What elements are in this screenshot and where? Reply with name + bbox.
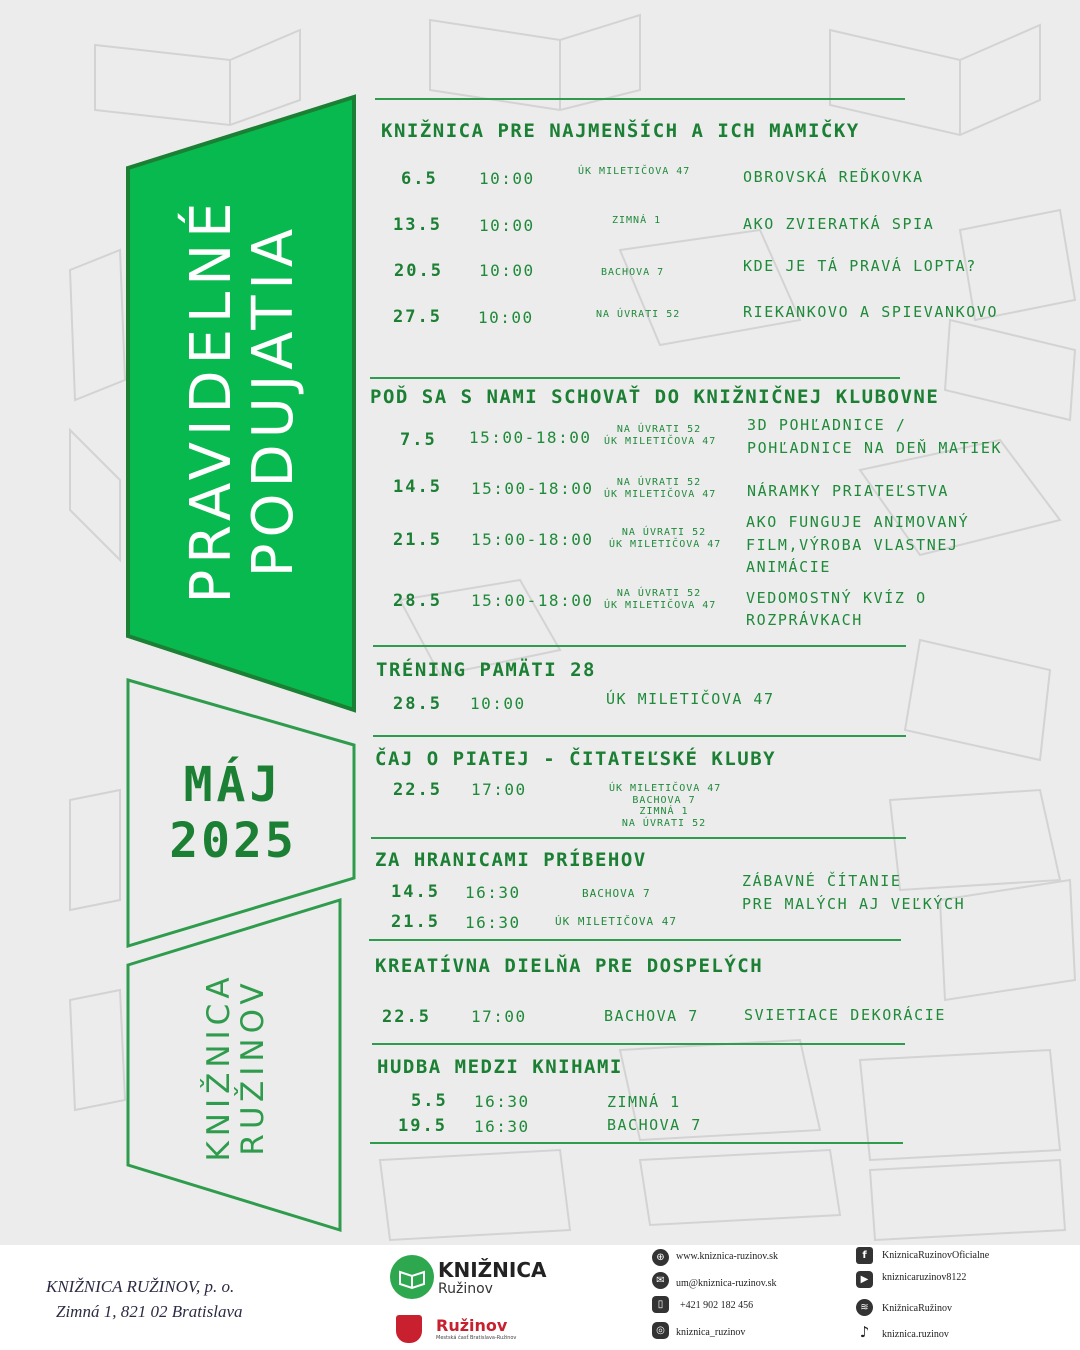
mail-icon: ✉ (652, 1272, 669, 1289)
event-date: 13.5 (393, 215, 442, 235)
youtube-icon: ▶ (856, 1271, 873, 1288)
section-divider (373, 735, 906, 737)
instagram-link[interactable]: kniznica_ruzinov (676, 1327, 746, 1338)
section-divider (375, 98, 905, 100)
event-date: 19.5 (398, 1116, 447, 1136)
event-title-line: POHĽADNICE NA DEŇ MATIEK (747, 439, 1003, 457)
event-location: BACHOVA 7 (601, 267, 665, 278)
section-heading: TRÉNING PAMÄTI 28 (376, 659, 596, 681)
event-time: 15:00-18:00 (471, 591, 594, 610)
event-location: ZIMNÁ 1 (607, 1093, 681, 1111)
event-title-line: AKO FUNGUJE ANIMOVANÝ (746, 513, 970, 531)
event-title: OBROVSKÁ REĎKOVKA (743, 168, 924, 186)
banner-month: MÁJ (183, 757, 283, 813)
section-heading: KNIŽNICA PRE NAJMENŠÍCH A ICH MAMIČKY (381, 120, 860, 142)
event-date: 28.5 (393, 694, 442, 714)
event-time: 10:00 (470, 694, 526, 713)
event-title-line: ANIMÁCIE (746, 558, 832, 576)
event-title-line: 3D POHĽADNICE / (747, 416, 907, 434)
youtube-link[interactable]: kniznicaruzinov8122 (882, 1272, 967, 1283)
kniznica-logo (390, 1255, 547, 1301)
facebook-icon: f (856, 1247, 873, 1264)
event-location-line: NA ÚVRATI 52 (616, 424, 702, 435)
event-location: BACHOVA 7 (607, 1116, 702, 1134)
event-location-line: NA ÚVRATI 52 (616, 477, 702, 488)
event-time: 15:00-18:00 (471, 530, 594, 549)
event-date: 21.5 (391, 912, 440, 932)
phone-icon: ▯ (652, 1296, 669, 1313)
tiktok-icon: ♪ (859, 1323, 870, 1341)
ruzinov-logo-subtitle: Mestská časť Bratislava-Ružinov (436, 1335, 517, 1341)
event-time: 16:30 (465, 913, 521, 932)
event-time: 10:00 (479, 261, 535, 280)
event-location: BACHOVA 7 (582, 887, 651, 900)
event-title: KDE JE TÁ PRAVÁ LOPTA? (743, 257, 977, 275)
footer-address: Zimná 1, 821 02 Bratislava (56, 1302, 243, 1321)
event-time: 16:30 (474, 1117, 530, 1136)
event-location: NA ÚVRATI 52 (596, 309, 681, 320)
event-time: 16:30 (465, 883, 521, 902)
banner-year: 2025 (169, 813, 297, 869)
event-location-line: ZIMNÁ 1 (639, 806, 689, 817)
event-title: RIEKANKOVO A SPIEVANKOVO (743, 303, 999, 321)
event-date: 21.5 (393, 530, 442, 550)
event-date: 28.5 (393, 591, 442, 611)
coat-of-arms-icon (396, 1315, 422, 1343)
section-divider (372, 1043, 905, 1045)
event-time: 15:00-18:00 (469, 428, 592, 447)
event-location-line: ÚK MILETIČOVA 47 (609, 539, 722, 550)
tiktok-link[interactable]: kniznica.ruzinov (882, 1329, 949, 1340)
event-title-line: PRE MALÝCH AJ VEĽKÝCH (742, 895, 966, 913)
event-title-line: ZÁBAVNÉ ČÍTANIE (742, 872, 902, 890)
section-divider (369, 939, 901, 941)
banner-title-line2: PODUJATIA (241, 222, 306, 578)
phone-number: +421 902 182 456 (680, 1300, 754, 1311)
event-time: 16:30 (474, 1092, 530, 1111)
event-time: 17:00 (471, 780, 527, 799)
event-date: 5.5 (411, 1091, 448, 1111)
kniznica-logo-subtitle: Ružinov (438, 1281, 493, 1297)
event-title-line: VEDOMOSTNÝ KVÍZ O (746, 589, 927, 607)
event-location-line: NA ÚVRATI 52 (621, 527, 707, 538)
section-heading: POĎ SA S NAMI SCHOVAŤ DO KNIŽNIČNEJ KLUBOVNE (370, 386, 940, 408)
event-location: BACHOVA 7 (604, 1007, 699, 1025)
event-title-line: ROZPRÁVKACH (746, 611, 863, 629)
email-link[interactable]: um@kniznica-ruzinov.sk (676, 1278, 777, 1289)
event-location-line: NA ÚVRATI 52 (621, 818, 707, 829)
banner-title-line1: PRAVIDELNÉ (179, 196, 244, 604)
kniznica-logo-title: KNIŽNICA (438, 1258, 547, 1282)
event-title: AKO ZVIERATKÁ SPIA (743, 215, 935, 233)
event-location-line: BACHOVA 7 (632, 795, 696, 806)
event-time: 17:00 (471, 1007, 527, 1026)
section-heading: ČAJ O PIATEJ - ČITATEĽSKÉ KLUBY (375, 748, 777, 770)
ruzinov-logo-title: Ružinov (436, 1316, 508, 1335)
spotify-link[interactable]: KnižnicaRužinov (882, 1303, 952, 1314)
footer (0, 1245, 1080, 1350)
section-heading: KREATÍVNA DIELŇA PRE DOSPELÝCH (375, 955, 764, 977)
event-time: 10:00 (479, 169, 535, 188)
event-date: 27.5 (393, 307, 442, 327)
event-location-line: ÚK MILETIČOVA 47 (604, 436, 717, 447)
section-divider (373, 645, 906, 647)
ruzinov-logo (396, 1315, 536, 1347)
event-time: 10:00 (479, 216, 535, 235)
banner-org-line1: KNIŽNICA (201, 972, 237, 1162)
event-date: 20.5 (394, 261, 443, 281)
event-date: 22.5 (393, 780, 442, 800)
banner-org-line2: RUŽINOV (235, 978, 271, 1156)
event-title: SVIETIACE DEKORÁCIE (744, 1006, 946, 1024)
event-title: NÁRAMKY PRIATEĽSTVA (747, 482, 949, 500)
event-time: 15:00-18:00 (471, 479, 594, 498)
event-location-line: NA ÚVRATI 52 (616, 588, 702, 599)
event-location-line: ÚK MILETIČOVA 47 (604, 489, 717, 500)
event-date: 7.5 (400, 430, 437, 450)
book-icon (390, 1255, 434, 1299)
section-heading: ZA HRANICAMI PRÍBEHOV (375, 849, 647, 871)
section-heading: HUDBA MEDZI KNIHAMI (377, 1056, 623, 1078)
event-location: ÚK MILETIČOVA 47 (606, 690, 775, 708)
event-location: ZIMNÁ 1 (612, 215, 662, 226)
event-location: ÚK MILETIČOVA 47 (555, 915, 677, 928)
event-date: 22.5 (382, 1007, 431, 1027)
globe-icon: ⊕ (652, 1249, 669, 1266)
website-link[interactable]: www.kniznica-ruzinov.sk (676, 1251, 779, 1262)
event-title-line: FILM,VÝROBA VLASTNEJ (746, 536, 959, 554)
spotify-icon: ≋ (856, 1299, 873, 1316)
event-location-line: ÚK MILETIČOVA 47 (604, 600, 717, 611)
footer-org-name: KNIŽNICA RUŽINOV, p. o. (46, 1277, 235, 1296)
event-time: 10:00 (478, 308, 534, 327)
event-location: ÚK MILETIČOVA 47 (578, 166, 691, 177)
event-location-line: ÚK MILETIČOVA 47 (609, 783, 722, 794)
event-date: 14.5 (393, 477, 442, 497)
section-divider (370, 1142, 903, 1144)
section-divider (371, 837, 906, 839)
facebook-link[interactable]: KniznicaRuzinovOficialne (882, 1250, 990, 1261)
instagram-icon: ◎ (652, 1322, 669, 1339)
section-divider (370, 377, 900, 379)
event-date: 14.5 (391, 882, 440, 902)
event-date: 6.5 (401, 169, 438, 189)
